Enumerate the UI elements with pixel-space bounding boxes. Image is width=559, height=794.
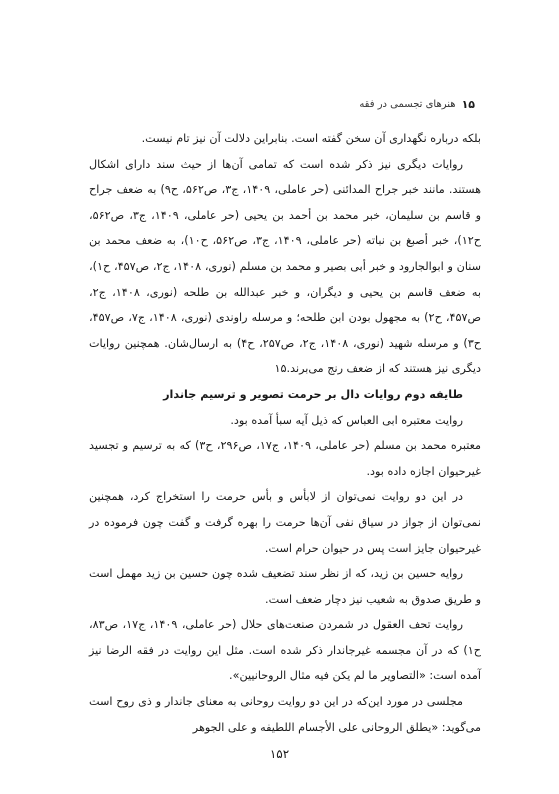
paragraph-6: روایه حسین بن زید، که از نظر سند تضعیف شده چون حسین بن زید مهمل است و طریق صدوق به شعیب نیز دچار ضعف است. — [89, 567, 481, 606]
paragraph-7: روایت تحف العقول در شمردن صنعت‌های حلال (حر عاملی، ۱۴۰۹، ج۱۷، ص۸۳، ح۱) که در آن مجسمه غیرجاندار ذکر شده است. مثل این روایت در فقه الرضا نیز آمده است: «التصاویر ما لم یکن فیه مثال الروحانیین». — [89, 618, 481, 683]
header-title: هنرهای تجسمی در فقه — [359, 98, 456, 110]
paragraph-2: روایات دیگری نیز ذکر شده است که تمامی آن‌ها از حیث سند دارای اشکال هستند. مانند خبر جراح المدائنی (حر عاملی، ۱۴۰۹، ج۳، ص۵۶۲، ح۹) به ضعف جراح و قاسم بن سلیمان، خبر محمد بن أحمد بن یحیی (حر عاملی، ۱۴۰۹، ج۳، ص۵۶۲، ح۱۲)، خبر أصبغ بن نباته (حر عاملی، ۱۴۰۹، ج۳، ص۵۶۲، ح۱۰)، به ضعف محمد بن سنان و ابوالجارود و خبر أبی بصیر و محمد بن مسلم (نوری، ۱۴۰۸، ج۲، ص۴۵۷، ح۱)، به ضعف قاسم بن یحیی و دیگران، و خبر عبدالله بن طلحه (نوری، ۱۴۰۸، ج۲، ص۴۵۷، ح۲) به مجهول بودن ابن طلحه؛ و مرسله راوندی (نوری، ۱۴۰۸، ج۷، ص۴۵۷، ح۳) و مرسله شهید (نوری، ۱۴۰۸، ج۲، ص۲۵۷، ح۴) به ارسال‌شان. همچنین روایات دیگری نیز هستند که از ضعف رنج می‌برند.۱۵ — [89, 157, 482, 376]
paragraph-8: مجلسی در مورد این‌که در این دو روایت روحانی به معنای جاندار و ذی روح است می‌گوید: «یطلق الروحانی علی الأجسام اللطیفه و علی الجوهر — [89, 695, 481, 734]
paragraph-1: بلکه درباره نگهداری آن سخن گفته است. بنابراین دلالت آن نیز تام نیست. — [141, 132, 481, 145]
running-header — [84, 96, 475, 112]
header-page-marker: ۱۵ — [461, 97, 475, 111]
paragraph-3: روایت معتبره ابی العباس که ذیل آیه سبأ آمده بود. — [230, 413, 463, 427]
paragraph-4: معتبره محمد بن مسلم (حر عاملی، ۱۴۰۹، ج۱۷، ص۲۹۶، ح۳) که به ترسیم و تجسید غیرحیوان اجازه داده بود. — [89, 439, 481, 478]
page-number: ۱۵۲ — [269, 747, 290, 761]
body-text — [89, 126, 481, 740]
paragraph-5: در این دو روایت نمی‌توان از لابأس و بأس حرمت را استخراج کرد، همچنین نمی‌توان از جواز در سیاق نفی آن‌ها حرمت را بهره گرفت و گفت چون فرموده در غیرحیوان جایز است پس در حیوان حرام است. — [89, 490, 481, 555]
section-heading: طایفه دوم روایات دال بر حرمت تصویر و ترسیم جاندار — [163, 387, 463, 401]
